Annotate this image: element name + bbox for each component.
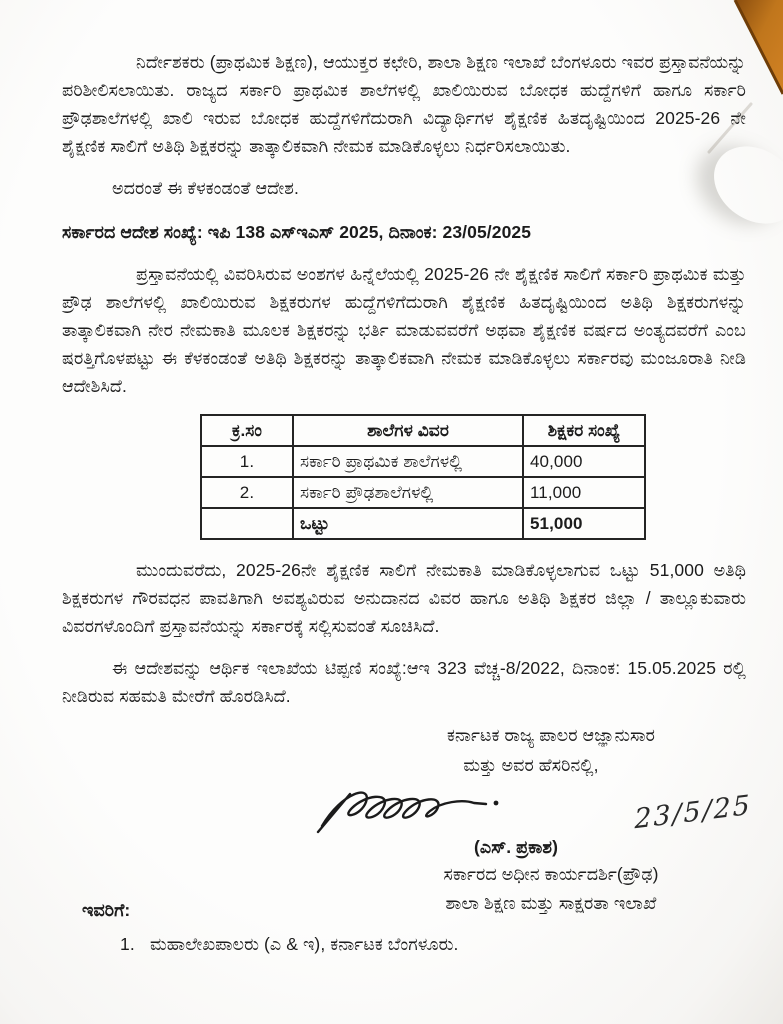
government-order-number-line: ಸರ್ಕಾರದ ಆದೇಶ ಸಂಖ್ಯೆ: ಇಪಿ 138 ಎಸ್‌ಇಎಸ್ 2025, ದಿನಾಂಕ: 23/05/2025: [62, 222, 532, 242]
distribution-item-text: ಮಹಾಲೇಖಪಾಲರು (ಎ & ಇ), ಕರ್ನಾಟಕ ಬೆಂಗಳೂರು.: [150, 934, 459, 954]
sanction-paragraph: ಪ್ರಸ್ತಾವನೆಯಲ್ಲಿ ವಿವರಿಸಿರುವ ಅಂಶಗಳ ಹಿನ್ನೆಲೆಯಲ್ಲಿ 2025-26 ನೇ ಶೈಕ್ಷಣಿಕ ಸಾಲಿಗೆ ಸರ್ಕಾರಿ ಪ್ರಾಥಮಿಕ ಮತ್ತು ಪ್ರೌಢ ಶಾಲೆಗಳಲ್ಲಿ ಖಾಲಿಯಿರುವ ಶಿಕ್ಷಕರುಗಳ ಹುದ್ದೆಗಳಿಗೆದುರಾಗಿ ಶೈಕ್ಷಣಿಕ ಹಿತದೃಷ್ಟಿಯಿಂದ ಅತಿಥಿ ಶಿಕ್ಷಕರುಗಳನ್ನು ತಾತ್ಕಾಲಿಕವಾಗಿ ನೇರ ನೇಮಕಾತಿ ಮೂಲಕ ಶಿಕ್ಷಕರನ್ನು ಭರ್ತಿ ಮಾಡುವವರೆಗೆ ಅಥವಾ ಶೈಕ್ಷಣಿಕ ವರ್ಷದ ಅಂತ್ಯದವರೆಗೆ ಎಂಬ ಷರತ್ತಿಗೊಳಪಟ್ಟು ಈ ಕೆಳಕಂಡಂತೆ ಅತಿಥಿ ಶಿಕ್ಷಕರನ್ನು ತಾತ್ಕಾಲಿಕವಾಗಿ ನೇಮಕ ಮಾಡಿಕೊಳ್ಳಲು ಸರ್ಕಾರವು ಮಂಜೂರಾತಿ ನೀಡಿ ಆದೇಶಿಸಿದೆ.: [62, 264, 746, 396]
by-order-line: ಕರ್ನಾಟಕ ರಾಜ್ಯ ಪಾಲರ ಆಜ್ಞಾನುಸಾರ: [447, 725, 655, 745]
accordingly-order-line: ಅದರಂತೆ ಈ ಕೆಳಕಂಡಂತೆ ಆದೇಶ.: [112, 178, 299, 198]
handwritten-date: 23/5/25: [634, 789, 752, 836]
row-school-detail: ಸರ್ಕಾರಿ ಪ್ರಾಥಮಿಕ ಶಾಲೆಗಳಲ್ಲಿ: [293, 446, 523, 477]
distribution-item-number: 1.: [120, 934, 135, 954]
row-school-detail: ಸರ್ಕಾರಿ ಪ್ರೌಢಶಾಲೆಗಳಲ್ಲಿ: [293, 477, 523, 508]
distribution-heading: ಇವರಿಗೆ:: [82, 900, 131, 920]
row-serial: 1.: [201, 446, 293, 477]
table-row: [201, 446, 645, 477]
signature-scribble: [316, 782, 526, 834]
header-serial-number: ಕ್ರ.ಸಂ: [201, 415, 293, 446]
grant-details-paragraph: ಮುಂದುವರೆದು, 2025-26ನೇ ಶೈಕ್ಷಣಿಕ ಸಾಲಿಗೆ ನೇಮಕಾತಿ ಮಾಡಿಕೊಳ್ಳಲಾಗುವ ಒಟ್ಟು 51,000 ಅತಿಥಿ ಶಿಕ್ಷಕರುಗಳ ಗೌರವಧನ ಪಾವತಿಗಾಗಿ ಅವಶ್ಯವಿರುವ ಅನುದಾನದ ವಿವರ ಹಾಗೂ ಅತಿಥಿ ಶಿಕ್ಷಕರ ಜಿಲ್ಲಾ / ತಾಲ್ಲೂಕುವಾರು ವಿವರಗಳೊಂದಿಗೆ ಪ್ರಸ್ತಾವನೆಯನ್ನು ಸರ್ಕಾರಕ್ಕೆ ಸಲ್ಲಿಸುವಂತೆ ಸೂಚಿಸಿದೆ.: [62, 560, 746, 636]
signatory-name: (ಎಸ್. ಪ್ರಕಾಶ): [473, 837, 559, 857]
teacher-sanction-table: [200, 414, 646, 540]
total-serial-empty: [201, 508, 293, 539]
document-body: [62, 48, 752, 958]
in-their-name-line: ಮತ್ತು ಅವರ ಹೆಸರಿನಲ್ಲಿ,: [463, 755, 599, 775]
header-teacher-count: ಶಿಕ್ಷಕರ ಸಂಖ್ಯೆ: [523, 415, 645, 446]
table-header-row: [201, 415, 645, 446]
row-teacher-count: 11,000: [523, 477, 645, 508]
opening-paragraph: ನಿರ್ದೇಶಕರು (ಪ್ರಾಥಮಿಕ ಶಿಕ್ಷಣ), ಆಯುಕ್ತರ ಕಛೇರಿ, ಶಾಲಾ ಶಿಕ್ಷಣ ಇಲಾಖೆ ಬೆಂಗಳೂರು ಇವರ ಪ್ರಸ್ತಾವನೆಯನ್ನು ಪರಿಶೀಲಿಸಲಾಯಿತು. ರಾಜ್ಯದ ಸರ್ಕಾರಿ ಪ್ರಾಥಮಿಕ ಶಾಲೆಗಳಲ್ಲಿ ಖಾಲಿಯಿರುವ ಬೋಧಕ ಹುದ್ದೆಗಳಿಗೆ ಹಾಗೂ ಸರ್ಕಾರಿ ಪ್ರೌಢಶಾಲೆಗಳಲ್ಲಿ ಖಾಲಿ ಇರುವ ಬೋಧಕ ಹುದ್ದೆಗಳಿಗೆದುರಾಗಿ ವಿದ್ಯಾರ್ಥಿಗಳ ಶೈಕ್ಷಣಿಕ ಹಿತದೃಷ್ಟಿಯಿಂದ 2025-26 ನೇ ಶೈಕ್ಷಣಿಕ ಸಾಲಿಗೆ ಅತಿಥಿ ಶಿಕ್ಷಕರನ್ನು ತಾತ್ಕಾಲಿಕವಾಗಿ ನೇಮಕ ಮಾಡಿಕೊಳ್ಳಲು ನಿರ್ಧರಿಸಲಾಯಿತು.: [62, 52, 746, 156]
distribution-item: [120, 930, 746, 958]
signature-block: [356, 720, 752, 918]
finance-concurrence-paragraph: ಈ ಆದೇಶವನ್ನು ಆರ್ಥಿಕ ಇಲಾಖೆಯ ಟಿಪ್ಪಣಿ ಸಂಖ್ಯೆ:ಆಇ 323 ವೆಚ್ಚ-8/2022, ದಿನಾಂಕ: 15.05.2025 ರಲ್ಲಿ ನೀಡಿರುವ ಸಹಮತಿ ಮೇರೆಗೆ ಹೊರಡಿಸಿದೆ.: [62, 658, 746, 706]
signatory-department: ಶಾಲಾ ಶಿಕ್ಷಣ ಮತ್ತು ಸಾಕ್ಷರತಾ ಇಲಾಖೆ: [445, 893, 657, 913]
header-school-details: ಶಾಲೆಗಳ ವಿವರ: [293, 415, 523, 446]
signatory-designation: ಸರ್ಕಾರದ ಅಧೀನ ಕಾರ್ಯದರ್ಶಿ(ಪ್ರೌಢ): [443, 864, 659, 884]
row-teacher-count: 40,000: [523, 446, 645, 477]
row-serial: 2.: [201, 477, 293, 508]
total-label: ಒಟ್ಟು: [293, 508, 523, 539]
table-row: [201, 477, 645, 508]
total-teacher-count: 51,000: [523, 508, 645, 539]
table-total-row: [201, 508, 645, 539]
